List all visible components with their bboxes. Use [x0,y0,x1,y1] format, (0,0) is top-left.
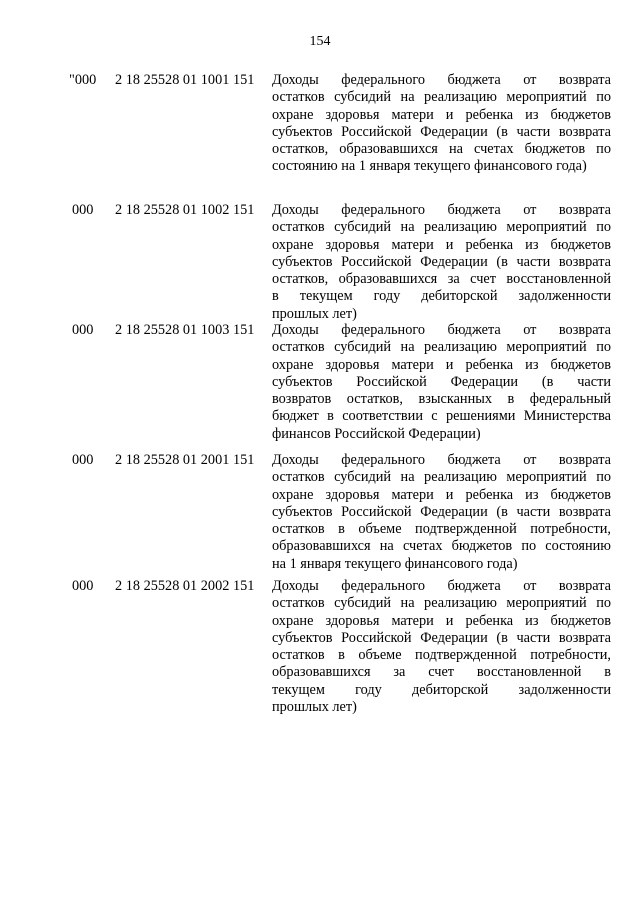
description-line: прошлых лет) [272,699,357,716]
description-line: Доходы федерального бюджета от возврата [272,452,611,468]
description-line: остатков субсидий на реализацию мероприятий по [272,219,611,236]
admin-code: 000 [72,322,94,338]
description-line: состоянию на 1 января текущего финансового года) [272,158,587,175]
description-line: текущем году дебиторской задолженности [272,681,611,698]
description-line: образовавшихся за счет восстановленной в [272,664,611,681]
description-line: бюджет в соответствии с решениями Министерства [272,408,611,425]
entry-description [272,322,611,443]
classification-code: 2 18 25528 01 2002 151 [115,578,255,594]
admin-code: 000 [72,452,94,468]
admin-code: "000 [69,72,97,88]
description-line: остатков субсидий на реализацию мероприятий по [272,469,611,486]
description-line: остатков, образовавшихся за счет восстановленной [272,271,611,288]
description-line: образовавшихся на счетах бюджетов по состоянию [272,538,611,555]
description-line: остатков субсидий на реализацию мероприятий по [272,89,611,106]
description-line: Доходы федерального бюджета от возврата [272,578,611,594]
classification-code: 2 18 25528 01 1002 151 [115,202,255,218]
description-line: субъектов Российской Федерации (в части возврата [272,503,611,520]
description-line: Доходы федерального бюджета от возврата [272,72,611,88]
description-line: прошлых лет) [272,305,357,322]
description-line: Доходы федерального бюджета от возврата [272,202,611,218]
description-line: Доходы федерального бюджета от возврата [272,322,611,338]
description-line: субъектов Российской Федерации (в части возврата [272,629,611,646]
description-line: финансов Российской Федерации) [272,425,481,442]
admin-code: 000 [72,202,94,218]
entry-description [272,578,611,716]
description-line: субъектов Российской Федерации (в части возврата [272,123,611,140]
entry-description [272,452,611,573]
entry-description [272,72,611,176]
description-line: охране здоровья матери и ребенка из бюджетов [272,356,611,373]
description-line: в текущем году дебиторской задолженности [272,288,611,305]
description-line: остатков субсидий на реализацию мероприятий по [272,595,611,612]
classification-code: 2 18 25528 01 1003 151 [115,322,255,338]
classification-code: 2 18 25528 01 1001 151 [115,72,255,88]
description-line: возвратов остатков, взысканных в федеральный [272,391,611,408]
classification-code: 2 18 25528 01 2001 151 [115,452,255,468]
page-number: 154 [309,34,331,49]
description-line: остатков в объеме подтвержденной потребности, [272,521,611,538]
description-line: субъектов Российской Федерации (в части возврата [272,253,611,270]
description-line: охране здоровья матери и ребенка из бюджетов [272,612,611,629]
description-line: охране здоровья матери и ребенка из бюджетов [272,236,611,253]
admin-code: 000 [72,578,94,594]
description-line: остатков, образовавшихся на счетах бюджетов по [272,141,611,158]
description-line: на 1 января текущего финансового года) [272,555,518,572]
description-line: остатков в объеме подтвержденной потребности, [272,647,611,664]
description-line: охране здоровья матери и ребенка из бюджетов [272,486,611,503]
entry-description [272,202,611,323]
description-line: охране здоровья матери и ребенка из бюджетов [272,106,611,123]
description-line: субъектов Российской Федерации (в части [272,373,611,390]
description-line: остатков субсидий на реализацию мероприятий по [272,339,611,356]
